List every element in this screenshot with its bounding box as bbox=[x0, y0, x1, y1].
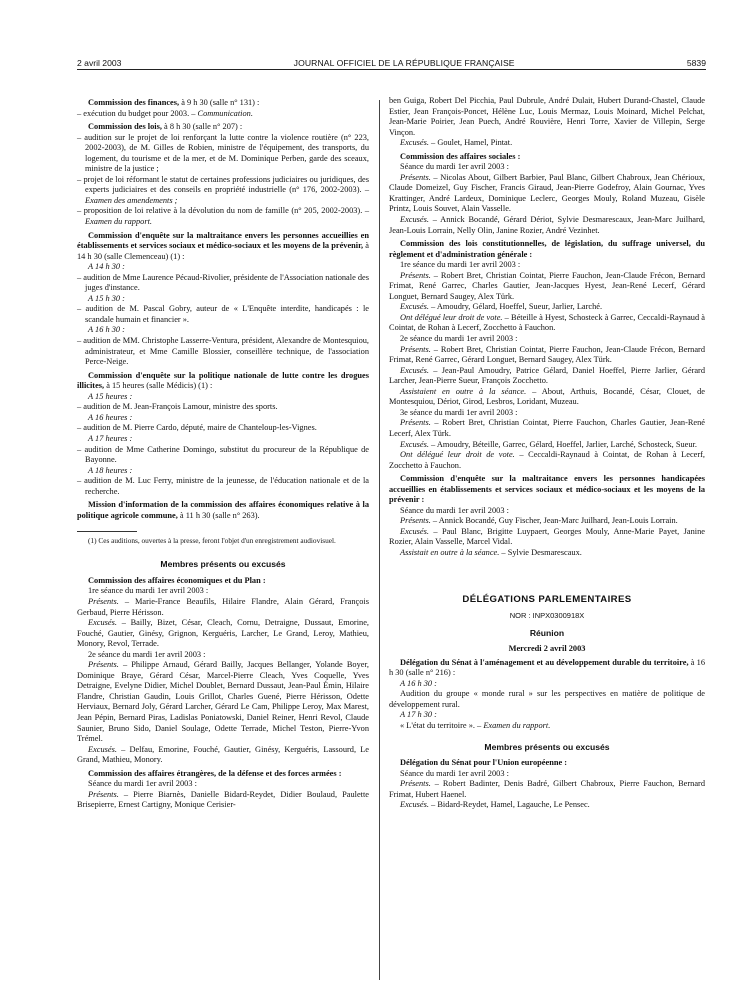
paragraph: Excusés. – Bidard-Reydet, Hamel, Lagauche, Le Pensec. bbox=[400, 800, 590, 810]
paragraph: Commission d'enquête sur la maltraitance envers les personnes handicapées accueillies en établissements et services sociaux et médico-sociaux et les moyens de la prévenir : bbox=[389, 474, 705, 505]
session-line: 1re séance du mardi 1er avril 2003 : bbox=[88, 586, 209, 596]
session-line: Séance du mardi 1er avril 2003 : bbox=[88, 779, 197, 789]
nor-reference: NOR : INPX0300918X bbox=[509, 611, 585, 621]
paragraph: Assistaient en outre à la séance. – About, Arthuis, Bocandé, César, Clouet, de Montesquiou, Dériot, Girod, Lesbros, Loridant, Muzeau. bbox=[389, 386, 705, 407]
list-item: – exécution du budget pour 2003. – Communication. bbox=[77, 108, 253, 118]
paragraph: Présents. – Marie-France Beaufils, Hilaire Flandre, Alain Gérard, François Gerbaud, Pierre Hérisson. bbox=[77, 596, 369, 617]
paragraph: Présents. – Robert Bret, Christian Cointat, Pierre Fauchon, Jean-Claude Frécon, Bernard Frimat, René Garrec, Gérard Longuet, Bernard Saugey, Alex Türk. bbox=[389, 344, 705, 365]
session-line: Séance du mardi 1er avril 2003 : bbox=[400, 768, 509, 778]
list-item: – projet de loi réformant le statut de certaines professions judiciaires ou juridiques, des experts judiciaires et des conseils en propriété industrielle (n° 176, 2002-2003). – Examen des amendements ; bbox=[77, 174, 369, 205]
paragraph: Excusés. – Annick Bocandé, Gérard Dériot, Sylvie Desmarescaux, Jean-Marc Juilhard, Jean-Louis Lorrain, Nelly Olin, Janine Rozier, André Vezinhet. bbox=[389, 215, 705, 235]
journal-title: JOURNAL OFFICIEL DE LA RÉPUBLIQUE FRANÇAISE bbox=[293, 58, 515, 68]
header-rule bbox=[77, 69, 706, 70]
paragraph: Présents. – Robert Bret, Christian Cointat, Pierre Fauchon, Charles Gautier, Jean-René Lecerf, Alex Türk. bbox=[389, 418, 705, 438]
session-line: 1re séance du mardi 1er avril 2003 : bbox=[400, 260, 521, 270]
paragraph: Excusés. – Amoudry, Gélard, Hoeffel, Sueur, Jarlier, Larché. bbox=[400, 302, 603, 312]
list-item: – audition sur le projet de loi renforçant la lutte contre la violence routière (n° 223, 2002-2003), de M. Gilles de Robien, ministre de l'équipement, des transports, du logement, du tourisme et de la mer, et de M. Dominique Perben, garde des sceaux, ministre de la justice ; bbox=[77, 132, 369, 174]
paragraph: Ont délégué leur droit de vote. – Ceccaldi-Raynaud à Cointat, de Rohan à Lecerf, Zocchetto à Fauchon. bbox=[389, 450, 705, 470]
header-date: 2 avril 2003 bbox=[77, 58, 122, 68]
list-item: – audition de M. Pascal Gobry, auteur de « L'Enquête interdite, handicapés : le scandale humain et financier ». bbox=[77, 304, 369, 324]
session-line: 2e séance du mardi 1er avril 2003 : bbox=[400, 334, 518, 344]
time-slot: A 16 h 30 : bbox=[88, 325, 125, 335]
list-item: – audition de M. Luc Ferry, ministre de la jeunesse, de l'éducation nationale et de la recherche. bbox=[77, 476, 369, 496]
left-column bbox=[77, 98, 369, 811]
paragraph: Commission des finances, à 9 h 30 (salle n° 131) : bbox=[88, 98, 260, 107]
time-slot: A 15 heures : bbox=[88, 391, 133, 401]
paragraph: Commission des affaires étrangères, de la défense et des forces armées : bbox=[88, 768, 342, 778]
time-slot: A 15 h 30 : bbox=[88, 293, 125, 303]
paragraph: Commission des lois, à 8 h 30 (salle n° 207) : bbox=[88, 122, 243, 132]
paragraph: Présents. – Robert Bret, Christian Cointat, Pierre Fauchon, Jean-Claude Frécon, Bernard Frimat, René Garrec, Charles Gautier, Jean-Jacques Hyest, Jean-René Lecerf, Gérard Longuet, Bernard Saugey, Alex Türk. bbox=[389, 270, 705, 301]
paragraph: Excusés. – Goulet, Hamel, Pintat. bbox=[400, 138, 513, 148]
right-column bbox=[389, 96, 705, 811]
list-item: – audition de M. Pierre Cardo, député, maire de Chanteloup-les-Vignes. bbox=[77, 423, 317, 433]
time-slot: A 17 h 30 : bbox=[400, 710, 437, 720]
paragraph: Présents. – Annick Bocandé, Guy Fischer, Jean-Marc Juilhard, Jean-Louis Lorrain. bbox=[400, 516, 678, 526]
time-slot: A 17 heures : bbox=[88, 433, 133, 443]
time-slot: A 14 h 30 : bbox=[88, 262, 125, 272]
paragraph: Excusés. – Bailly, Bizet, César, Cleach, Cornu, Detraigne, Dussaut, Emorine, Fouché, Gautier, Ginésy, Grignon, Kerguéris, Larcher, Le Grand, Leroy, Mathieu, Monory, Revol, Terrade. bbox=[77, 618, 369, 649]
column-divider bbox=[379, 100, 380, 980]
paragraph: Commission d'enquête sur la politique nationale de lutte contre les drogues illicites, à 15 heures (salle Médicis) (1) : bbox=[77, 370, 369, 391]
session-line: Séance du mardi 1er avril 2003 : bbox=[400, 505, 509, 515]
footnote: (1) Ces auditions, ouvertes à la presse, feront l'objet d'un enregistrement audiovisuel. bbox=[88, 536, 336, 546]
list-item: – audition de MM. Christophe Lasserre-Ventura, président, Alexandre de Montesquiou, administrateur, et Mme Camille Blossier, conseillère technique, de l'association Perce-Neige. bbox=[77, 336, 369, 367]
paragraph: Délégation du Sénat à l'aménagement et au développement durable du territoire, à 16 h 30 (salle n° 216) : bbox=[389, 657, 705, 678]
section-title: Membres présents ou excusés bbox=[160, 559, 286, 570]
list-item: – proposition de loi relative à la dévolution du nom de famille (n° 205, 2002-2003). – Examen du rapport. bbox=[77, 206, 369, 227]
paragraph: Excusés. – Jean-Paul Amoudry, Patrice Gélard, Daniel Hoeffel, Pierre Jarlier, Gérard Larcher, Jean-Pierre Sueur, François Zocchetto. bbox=[389, 365, 705, 386]
page-header bbox=[77, 54, 706, 68]
paragraph: Délégation du Sénat pour l'Union européenne : bbox=[400, 758, 568, 768]
paragraph: Commission des affaires sociales : bbox=[400, 151, 521, 161]
list-item: – audition de Mme Catherine Domingo, substitut du procureur de la République de Bayonne. bbox=[77, 444, 369, 465]
section-title: DÉLÉGATIONS PARLEMENTAIRES bbox=[462, 593, 632, 605]
paragraph: Ont délégué leur droit de vote. – Béteille à Hyest, Schosteck à Garrec, Ceccaldi-Raynaud à Cointat, de Rohan à Lecerf, Zocchetto à Fauchon. bbox=[389, 312, 705, 333]
paragraph: « L'état du territoire ». – Examen du rapport. bbox=[400, 720, 551, 730]
paragraph: Commission d'enquête sur la maltraitance envers les personnes accueillies en établissements et services sociaux et médico-sociaux et les moyens de la prévenir, à 14 h 30 (salle Clemenceau) (1) : bbox=[77, 230, 369, 261]
meeting-date: Mercredi 2 avril 2003 bbox=[508, 644, 586, 654]
paragraph: Audition du groupe « monde rural » sur les perspectives en matière de politique de développement rural. bbox=[389, 689, 705, 709]
list-item: – audition de Mme Laurence Pécaud-Rivolier, présidente de l'Association nationale des juges d'instance. bbox=[77, 272, 369, 293]
paragraph: Présents. – Nicolas About, Gilbert Barbier, Paul Blanc, Gilbert Chabroux, Jean Chérioux, Claude Domeizel, Guy Fischer, Francis Giraud, Jean-Pierre Godefroy, Alain Gournac, Yves Krattinger, André Lardeux, Dominique Leclerc, Georges Mouly, Roland Muzeau, Gisèle Printz, Louis Souvet, Alain Vasselle. bbox=[389, 172, 705, 214]
time-slot: A 16 h 30 : bbox=[400, 678, 437, 688]
paragraph: ben Guiga, Robert Del Picchia, Paul Dubrule, André Dulait, Hubert Durand-Chastel, Claude Estier, Jean François-Poncet, Hélène Luc, Louis Mermaz, Louis Moinard, Michel Pelchat, Jean-Marie Poirier, Jean Puech, André Rouvière, Henri Torre, Xavier de Villepin, Serge Vinçon. bbox=[389, 96, 705, 137]
time-slot: A 18 heures : bbox=[88, 465, 133, 475]
page-number: 5839 bbox=[686, 58, 706, 68]
list-item: – audition de M. Jean-François Lamour, ministre des sports. bbox=[77, 402, 278, 412]
paragraph: Présents. – Pierre Biarnès, Danielle Bidard-Reydet, Didier Boulaud, Paulette Brisepierre, Ernest Cartigny, Monique Cerisier- bbox=[77, 789, 369, 810]
session-line: Séance du mardi 1er avril 2003 : bbox=[400, 162, 509, 172]
paragraph: Mission d'information de la commission des affaires économiques relative à la politique agricole commune, à 11 h 30 (salle n° 263). bbox=[77, 500, 369, 520]
paragraph: Présents. – Robert Badinter, Denis Badré, Gilbert Chabroux, Pierre Fauchon, Bernard Frimat, Hubert Haenel. bbox=[389, 779, 705, 799]
paragraph: Excusés. – Paul Blanc, Brigitte Luypaert, Georges Mouly, Anne-Marie Payet, Janine Rozier, Alain Vasselle, Marcel Vidal. bbox=[389, 526, 705, 547]
session-line: 3e séance du mardi 1er avril 2003 : bbox=[400, 407, 518, 417]
footnote-rule bbox=[77, 531, 137, 532]
paragraph: Excusés. – Amoudry, Béteille, Garrec, Gélard, Hoeffel, Jarlier, Larché, Schosteck, Sueur. bbox=[400, 439, 697, 449]
session-line: 2e séance du mardi 1er avril 2003 : bbox=[88, 649, 206, 659]
paragraph: Commission des affaires économiques et du Plan : bbox=[88, 575, 266, 585]
subsection-title: Réunion bbox=[529, 627, 565, 638]
paragraph: Assistait en outre à la séance. – Sylvie Desmarescaux. bbox=[400, 547, 582, 557]
time-slot: A 16 heures : bbox=[88, 412, 133, 422]
paragraph: Commission des lois constitutionnelles, de législation, du suffrage universel, du règlement et d'administration générale : bbox=[389, 239, 705, 259]
section-title: Membres présents ou excusés bbox=[484, 741, 610, 752]
paragraph: Présents. – Philippe Arnaud, Gérard Bailly, Jacques Bellanger, Yolande Boyer, Dominique Braye, Gérard César, Marcel-Pierre Cleach, Yves Coquelle, Yves Detraigne, Evelyne Didier, Michel Doublet, Bernard Dussaut, Jean-Paul Émin, Hilaire Flandre, Christian Gaudin, Louis Grillot, Charles Guené, Pierre Hérisson, Odette Herviaux, Bernard Joly, Gérard Larcher, Gérard Le Cam, Philippe Leroy, Max Marest, Jean Pépin, Bernard Piras, Ladislas Poniatowski, Daniel Reiner, Henri Revol, Claude Saunier, Bruno Sido, Daniel Soulage, Odette Terrade, Michel Teston, Pierre-Yvon Trémel. bbox=[77, 660, 369, 744]
paragraph: Excusés. – Delfau, Emorine, Fouché, Gautier, Ginésy, Kerguéris, Lassourd, Le Grand, Mathieu, Monory. bbox=[77, 744, 369, 765]
